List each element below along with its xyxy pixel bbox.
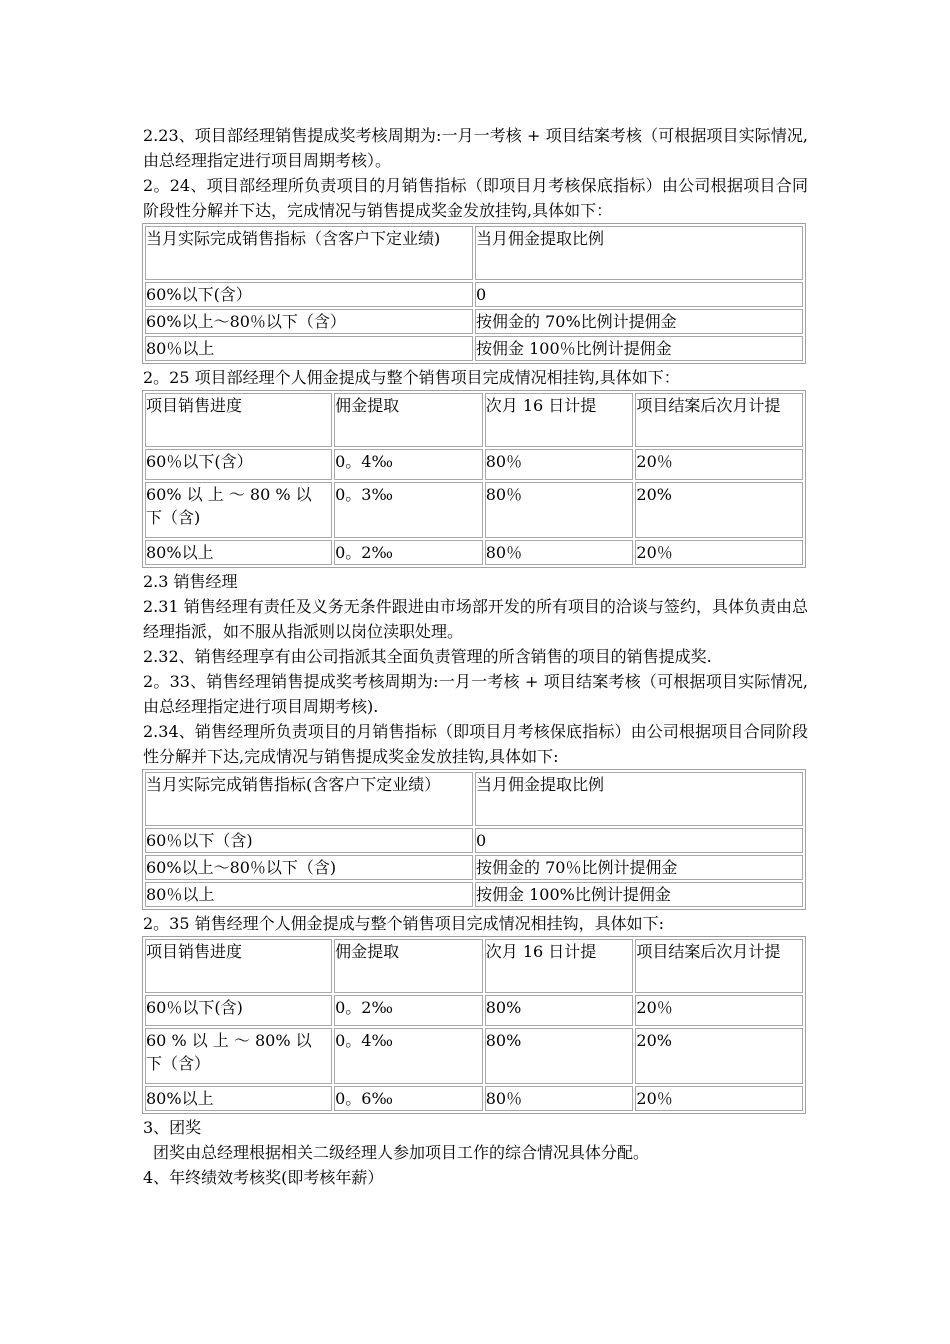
table-cell: 0。4‰ [334, 449, 483, 480]
table-row [145, 995, 803, 1026]
table-cell: 0。4‰ [334, 1028, 483, 1084]
table-cell: 60%以上～80％以下（含） [145, 309, 473, 334]
para-2-33: 2。33、销售经理销售提成奖考核周期为:一月一考核 + 项目结案考核（可根据项目实际情况,由总经理指定进行项目周期考核). [143, 672, 808, 716]
table-cell: 80％ [485, 449, 634, 480]
table-row [145, 282, 803, 307]
table-cell: 60%以下(含） [145, 282, 473, 307]
table-row [145, 855, 803, 880]
table-row [145, 393, 803, 447]
table-header-cell: 项目结案后次月计提 [635, 939, 803, 993]
sales-manager-commission-table [142, 936, 806, 1114]
table-row [145, 482, 803, 538]
table-cell: 0。2‰ [334, 540, 483, 565]
table-cell: 20% [635, 1028, 803, 1084]
table-header-cell: 项目结案后次月计提 [635, 393, 803, 447]
table-cell: 80％以上 [145, 882, 473, 907]
table-cell: 0 [475, 828, 803, 853]
table-row [145, 540, 803, 565]
table-row [145, 1028, 803, 1084]
table-cell: 80％以上 [145, 336, 473, 361]
table-header-cell: 项目销售进度 [145, 939, 332, 993]
table-cell: 80% [485, 995, 634, 1026]
table-cell: 0。2‰ [334, 995, 483, 1026]
table-header-cell: 当月实际完成销售指标（含客户下定业绩) [145, 226, 473, 280]
para-team-bonus: 团奖由总经理根据相关二级经理人参加项目工作的综合情况具体分配。 [153, 1143, 650, 1162]
table-header-cell: 佣金提取 [334, 393, 483, 447]
table-header-cell: 当月佣金提取比例 [475, 226, 803, 280]
table-row [145, 449, 803, 480]
table-row [145, 828, 803, 853]
table-cell: 0 [475, 282, 803, 307]
table-row [145, 939, 803, 993]
table-row [145, 336, 803, 361]
section-heading-2-3: 2.3 销售经理 [143, 572, 238, 591]
para-2-34: 2.34、销售经理所负责项目的月销售指标（即项目月考核保底指标）由公司根据项目合同阶段性分解并下达,完成情况与销售提成奖金发放挂钩,具体如下: [143, 722, 808, 766]
table-cell: 按佣金 100%比例计提佣金 [475, 882, 803, 907]
table-row [145, 309, 803, 334]
table-cell: 80％ [485, 1086, 634, 1111]
table-cell: 0。3‰ [334, 482, 483, 538]
table-cell: 60 % 以 上 ～ 80% 以 下（含） [145, 1028, 332, 1084]
table-cell: 60％以下(含） [145, 449, 332, 480]
section-heading-4: 4、年终绩效考核奖(即考核年薪） [143, 1168, 384, 1187]
table-cell: 60% 以 上 ～ 80 % 以 下（含) [145, 482, 332, 538]
table-cell: 20％ [635, 1086, 803, 1111]
table-cell: 60%以上～80％以下（含) [145, 855, 473, 880]
table-cell: 80%以上 [145, 540, 332, 565]
project-manager-commission-table [142, 390, 806, 568]
table-cell: 0。6‰ [334, 1086, 483, 1111]
table-cell: 20％ [635, 995, 803, 1026]
para-2-32: 2.32、销售经理享有由公司指派其全面负责管理的所含销售的项目的销售提成奖. [143, 647, 712, 666]
project-manager-target-table [142, 223, 806, 364]
table-cell: 按佣金 100％比例计提佣金 [475, 336, 803, 361]
table-header-cell: 项目销售进度 [145, 393, 332, 447]
para-2-23: 2.23、项目部经理销售提成奖考核周期为:一月一考核 + 项目结案考核（可根据项目实际情况,由总经理指定进行项目周期考核）。 [143, 126, 808, 170]
table-cell: 按佣金的 70%比例计提佣金 [475, 309, 803, 334]
para-2-31: 2.31 销售经理有责任及义务无条件跟进由市场部开发的所有项目的洽谈与签约，具体负责由总经理指派，如不服从指派则以岗位渎职处理。 [143, 597, 808, 641]
document-page [143, 123, 808, 1190]
table-cell: 按佣金的 70％比例计提佣金 [475, 855, 803, 880]
table-row [145, 1086, 803, 1111]
section-heading-3: 3、团奖 [143, 1118, 202, 1137]
table-cell: 20％ [635, 540, 803, 565]
para-2-24: 2。24、项目部经理所负责项目的月销售指标（即项目月考核保底指标）由公司根据项目合同阶段性分解并下达，完成情况与销售提成奖金发放挂钩,具体如下： [143, 176, 808, 220]
table-header-cell: 当月佣金提取比例 [475, 772, 803, 826]
para-2-35: 2。35 销售经理个人佣金提成与整个销售项目完成情况相挂钩，具体如下: [143, 914, 665, 933]
table-cell: 60％以下(含) [145, 995, 332, 1026]
sales-manager-target-table [142, 769, 806, 910]
table-cell: 80%以上 [145, 1086, 332, 1111]
table-cell: 80％ [485, 482, 634, 538]
table-cell: 60％以下（含) [145, 828, 473, 853]
table-header-cell: 当月实际完成销售指标(含客户下定业绩） [145, 772, 473, 826]
table-header-cell: 佣金提取 [334, 939, 483, 993]
table-row [145, 772, 803, 826]
table-cell: 80% [485, 1028, 634, 1084]
table-cell: 20％ [635, 449, 803, 480]
table-cell: 20% [635, 482, 803, 538]
para-2-25: 2。25 项目部经理个人佣金提成与整个销售项目完成情况相挂钩,具体如下： [143, 368, 680, 387]
table-cell: 80％ [485, 540, 634, 565]
table-row [145, 882, 803, 907]
table-header-cell: 次月 16 日计提 [485, 393, 634, 447]
table-row [145, 226, 803, 280]
table-header-cell: 次月 16 日计提 [485, 939, 634, 993]
